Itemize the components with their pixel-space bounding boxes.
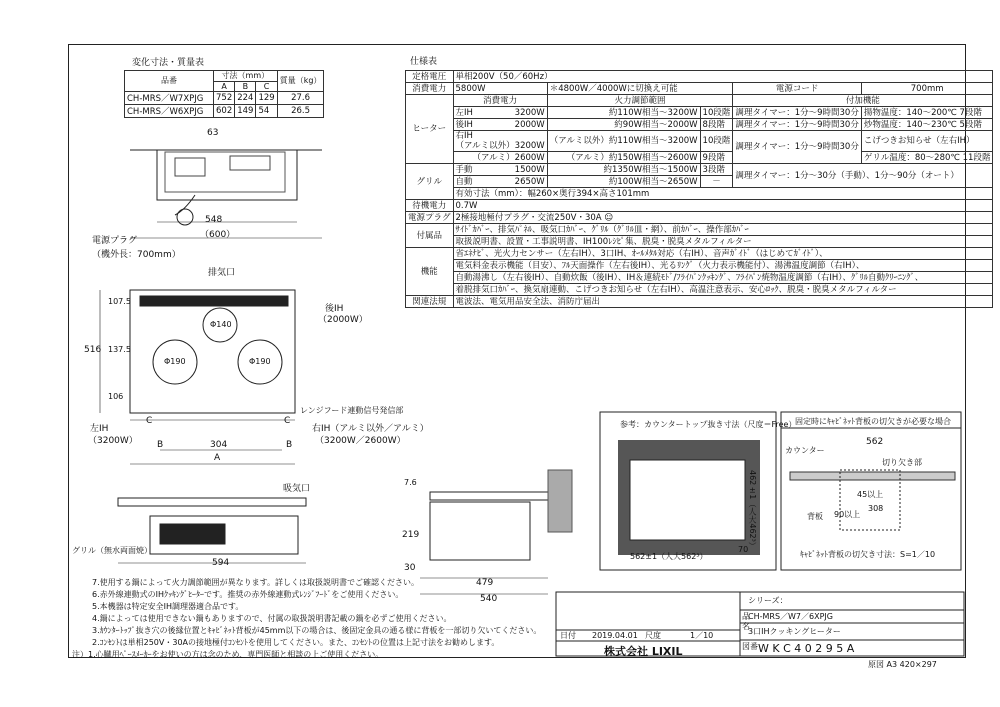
hdr-consumption: 消費電力 [453,95,547,107]
note: 2.ｺﾝｾﾝﾄは単相250V・30Aの接地極付ｺﾝｾﾝﾄを使用してください。また、ｺﾝｾﾝﾄの位置は上記寸法をお勧めします。 [92,638,500,647]
heater-range: （アルミ以外）約110W相当～3200W [547,131,700,152]
variant-b: 149 [235,105,256,118]
label-plug: 電源プラグ [406,212,454,224]
range-hood-label: レンジフード連動信号発信部 [300,406,404,415]
right-ih-label: 右IH（アルミ以外／アルミ） [312,424,429,434]
hdr-mass: 質量（kg） [277,71,324,92]
variant-mass: 27.6 [277,92,324,105]
cutout-width: 562±1（人大562³） [630,552,708,561]
hdr-a: A [214,82,235,92]
exhaust-bar [140,296,288,306]
variant-b: 224 [235,92,256,105]
dim-308: 308 [868,504,884,513]
power-note: ＊4800W／4000Wに切換え可能 [547,83,733,95]
scale-label: 尺度 [645,631,661,640]
d140: Φ140 [210,320,232,329]
cutout-height: 462±1（人大462³） [748,470,757,550]
scale: 1／10 [690,631,714,640]
power: 5800W [453,83,547,95]
d190-right: Φ190 [249,357,271,366]
cooktop-outline [130,290,295,413]
heater-feature: 調理タイマー：1分～9時間30分 [733,119,861,131]
heater-steps: 10段階 [700,107,733,119]
label-heater: ヒーター [406,95,454,164]
plug-length: （機外長：700mm） [92,250,181,260]
note: 注）1.心臓用ﾍﾟｰｽﾒｰｶｰをお使いの方は念のため、専門医師と相談の上ご使用ください。 [72,650,384,659]
intake-label: 吸気口 [283,484,311,494]
dim-594: 594 [212,558,230,568]
heater-feature2: 炒物温度：140～230℃ 5段階 [861,119,993,131]
heater-watt: （アルミ）2600W [453,152,547,164]
spec-title: 仕様表 [410,57,438,67]
dim-540: 540 [480,594,498,604]
front-top-plate [118,498,306,506]
hdr-c: C [256,82,277,92]
dim-516: 516 [84,345,102,355]
note: 5.本機器は特定安全IH調理器適合品です。 [92,602,244,611]
acc2: 取扱説明書、設置・工事説明書、IH100ﾚｼﾋﾟ集、脱臭・脱臭メタルフィルター [453,236,993,248]
dim-90: 90以上 [834,510,861,519]
dim-600: （600） [200,230,236,240]
side-name: 品名 [742,612,750,631]
side-body [430,502,530,560]
hdr-dim: 寸法（mm） [214,71,278,82]
grill-feature: 調理タイマー：1分～30分（手動）、1分～90分（オート） [733,164,993,188]
dim-304: 304 [210,440,228,450]
plug: 2極接地極付プラグ・交流250V・30A ☺ [453,212,993,224]
drawing-number: W K C 4 0 2 9 5 A [758,642,855,655]
product: 3口IHクッキングヒーター [748,627,841,636]
heater-range: （アルミ）約150W相当～2600W [547,152,700,164]
plug-label: 電源プラグ [92,236,138,246]
voltage: 単相200V（50／60Hz） [453,71,993,83]
heater-steps: 8段階 [700,119,733,131]
heater-feature: 調理タイマー：1分～9時間30分 [733,131,861,164]
grill-range: 約100W相当～2650W [547,176,700,188]
standby: 0.7W [453,200,993,212]
label-grill: グリル [406,164,454,200]
variant-name: CH-MRS／W6XPJG [125,105,214,118]
cord-label: 電源コード [733,83,861,95]
dim-219: 219 [402,530,420,540]
grill-door [160,524,225,544]
dim-107: 107.5 [108,297,131,306]
dim-30: 30 [404,563,416,573]
counter-label: カウンター [785,446,825,455]
side-top-plate [430,492,548,500]
label-acc: 付属品 [406,224,454,248]
note: 4.鍋によっては使用できない鍋もありますので、付属の取扱説明書記載の鍋を必ずご使用ください。 [92,614,452,623]
side-no: 図番 [742,642,758,651]
heater-watt: 右IH （アルミ以外）3200W [453,131,547,152]
note: 7.使用する鍋によって火力調節範囲が異なります。詳しくは取扱説明書でご確認ください。 [92,578,419,587]
heater-feature2: こげつきお知らせ（左右IH） [861,131,993,152]
model: CH-MRS／W7／6XPJG [748,612,833,621]
dim-137: 137.5 [108,345,131,354]
dim-c-left: C [146,416,153,426]
label-standby: 待機電力 [406,200,454,212]
hdr-name: 品番 [125,71,214,92]
dim-b-left: B [157,440,164,450]
hdr-b: B [235,82,256,92]
label-power: 消費電力 [406,83,454,95]
fix-scale: ｷｬﾋﾞﾈｯﾄ背板の切欠き寸法：S=1／10 [800,550,936,559]
grill-steps: － [700,176,733,188]
exhaust-label: 排気口 [208,268,236,278]
variant-c: 129 [256,92,277,105]
heater-feature2: ゲリル温度：80～280℃ 11段階 [861,152,993,164]
dim-479: 479 [476,578,494,588]
grill-range: 約1350W相当～1500W [547,164,700,176]
dim-562: 562 [866,437,884,447]
wall [548,470,572,532]
dim-a: A [214,453,221,463]
variant-a: 602 [214,105,235,118]
dim-7-6: 7.6 [404,478,417,487]
variant-name: CH-MRS／W7XPJG [125,92,214,105]
variants-title: 変化寸法・質量表 [132,58,205,68]
grill-label: グリル（無水両面焼） [72,546,152,555]
paper-size: 原図 A3 420×297 [868,660,937,669]
label-func: 機能 [406,248,454,296]
heater-feature: 調理タイマー：1分～9時間30分 [733,107,861,119]
dim-63: 63 [207,128,219,138]
date: 2019.04.01 [592,631,638,640]
fix-title: 固定時にｷｬﾋﾞﾈｯﾄ背板の切欠きが必要な場合 [795,417,951,426]
grill-watt: 自動 2650W [453,176,547,188]
func-line: 着脱排気口ｶﾊﾞｰ、換気扇連動、こげつきお知らせ（左右IH）、高温注意表示、安心ﾛｯｸ、脱臭・脱臭メタルフィルター [453,284,993,296]
heater-steps: 9段階 [700,152,733,164]
dim-70: 70 [738,545,749,554]
note: 3.ｶｳﾝﾀｰﾄｯﾌﾟ抜き穴の後縁位置とｷｬﾋﾞﾈｯﾄ背板が45mm以下の場合は、後固定金具の通る様に背板を一部切り欠いてください。 [92,626,542,635]
label-law: 関連法規 [406,296,454,308]
cutout-title: 参考：カウンタートップ抜き寸法（尺度＝Free） [620,420,797,429]
grill-watt: 手動 1500W [453,164,547,176]
back-label: 背板 [807,512,823,521]
company: 株式会社 LIXIL [604,645,683,658]
note: 6.赤外線連動式のIHｸｯｷﾝｸﾞﾋｰﾀｰです。推奨の赤外線連動式ﾚﾝｼﾞﾌｰﾄﾞをご使用ください。 [92,590,404,599]
variant-c: 54 [256,105,277,118]
dim-548: 548 [205,215,223,225]
heater-watt: 左IH 3200W [453,107,547,119]
dim-b-right: B [286,440,293,450]
left-ih-label: 左IH [90,424,109,434]
date-label: 日付 [560,631,576,640]
func-line: 自動湯沸し（左右後IH）、自動炊飯（後IH）、IH＆連続ﾓﾄﾞ/ﾌﾗｲﾊﾟﾝｸｯｷﾝｸﾞ、ﾌﾗｲﾊﾟﾝ焼物温度調節（右IH）、ｸﾞﾘﾙ自動ｸﾘｰﾆﾝｸﾞ、 [453,272,993,284]
heater-range: 約110W相当～3200W [547,107,700,119]
acc1: ｻｲﾄﾞｶﾊﾞｰ、排気ﾊﾟﾈﾙ、吸気口ｶﾊﾞｰ、ｸﾞﾘﾙ（ｸﾞﾘﾙ皿・網）、前ｶﾊﾞｰ、操作部ｶﾊﾞｰ [453,224,993,236]
variant-mass: 26.5 [277,105,324,118]
variant-a: 752 [214,92,235,105]
plug-symbol-icon: ☺ [604,212,614,223]
law: 電波法、電気用品安全法、消防庁届出 [453,296,993,308]
heater-watt: 後IH 2000W [453,119,547,131]
dim-45: 45以上 [857,490,884,499]
dim-c-right: C [284,416,291,426]
right-ih-watt: （3200W／2600W） [315,436,406,446]
dim-106: 106 [108,392,124,401]
func-line: 省ｴﾈﾅﾋﾞ、光火力センサー（左右IH）、3口IH、ｵｰﾙﾒﾀﾙ対応（右IH）、音声ｶﾞｲﾄﾞ（はじめてｶﾞｲﾄﾞ）、 [453,248,993,260]
left-ih-watt: （3200W） [88,436,138,446]
heater-feature2: 揚物温度：140～200℃ 7段階 [861,107,993,119]
cut-label: 切り欠き部 [882,458,922,467]
rear-ih-watt: （2000W） [318,315,368,325]
hdr-range: 火力調節範囲 [547,95,733,107]
label-voltage: 定格電圧 [406,71,454,83]
grill-steps: 3段階 [700,164,733,176]
d190-left: Φ190 [164,357,186,366]
heater-steps: 10段階 [700,131,733,152]
func-line: 電気料金表示機能（目安）、ﾌﾙ天面操作（左右後IH）、光るﾘﾝｸﾞ（火力表示機能付）、湯沸温度調節（右IH）、 [453,260,993,272]
series-label: シリーズ： [748,596,788,605]
cord: 700mm [861,83,993,95]
heater-range: 約90W相当～2000W [547,119,700,131]
rear-ih-label: 後IH [325,304,344,314]
grill-size: 有効寸法（mm）：幅260×奥行394×高さ101mm [453,188,993,200]
hdr-feature: 付加機能 [733,95,993,107]
